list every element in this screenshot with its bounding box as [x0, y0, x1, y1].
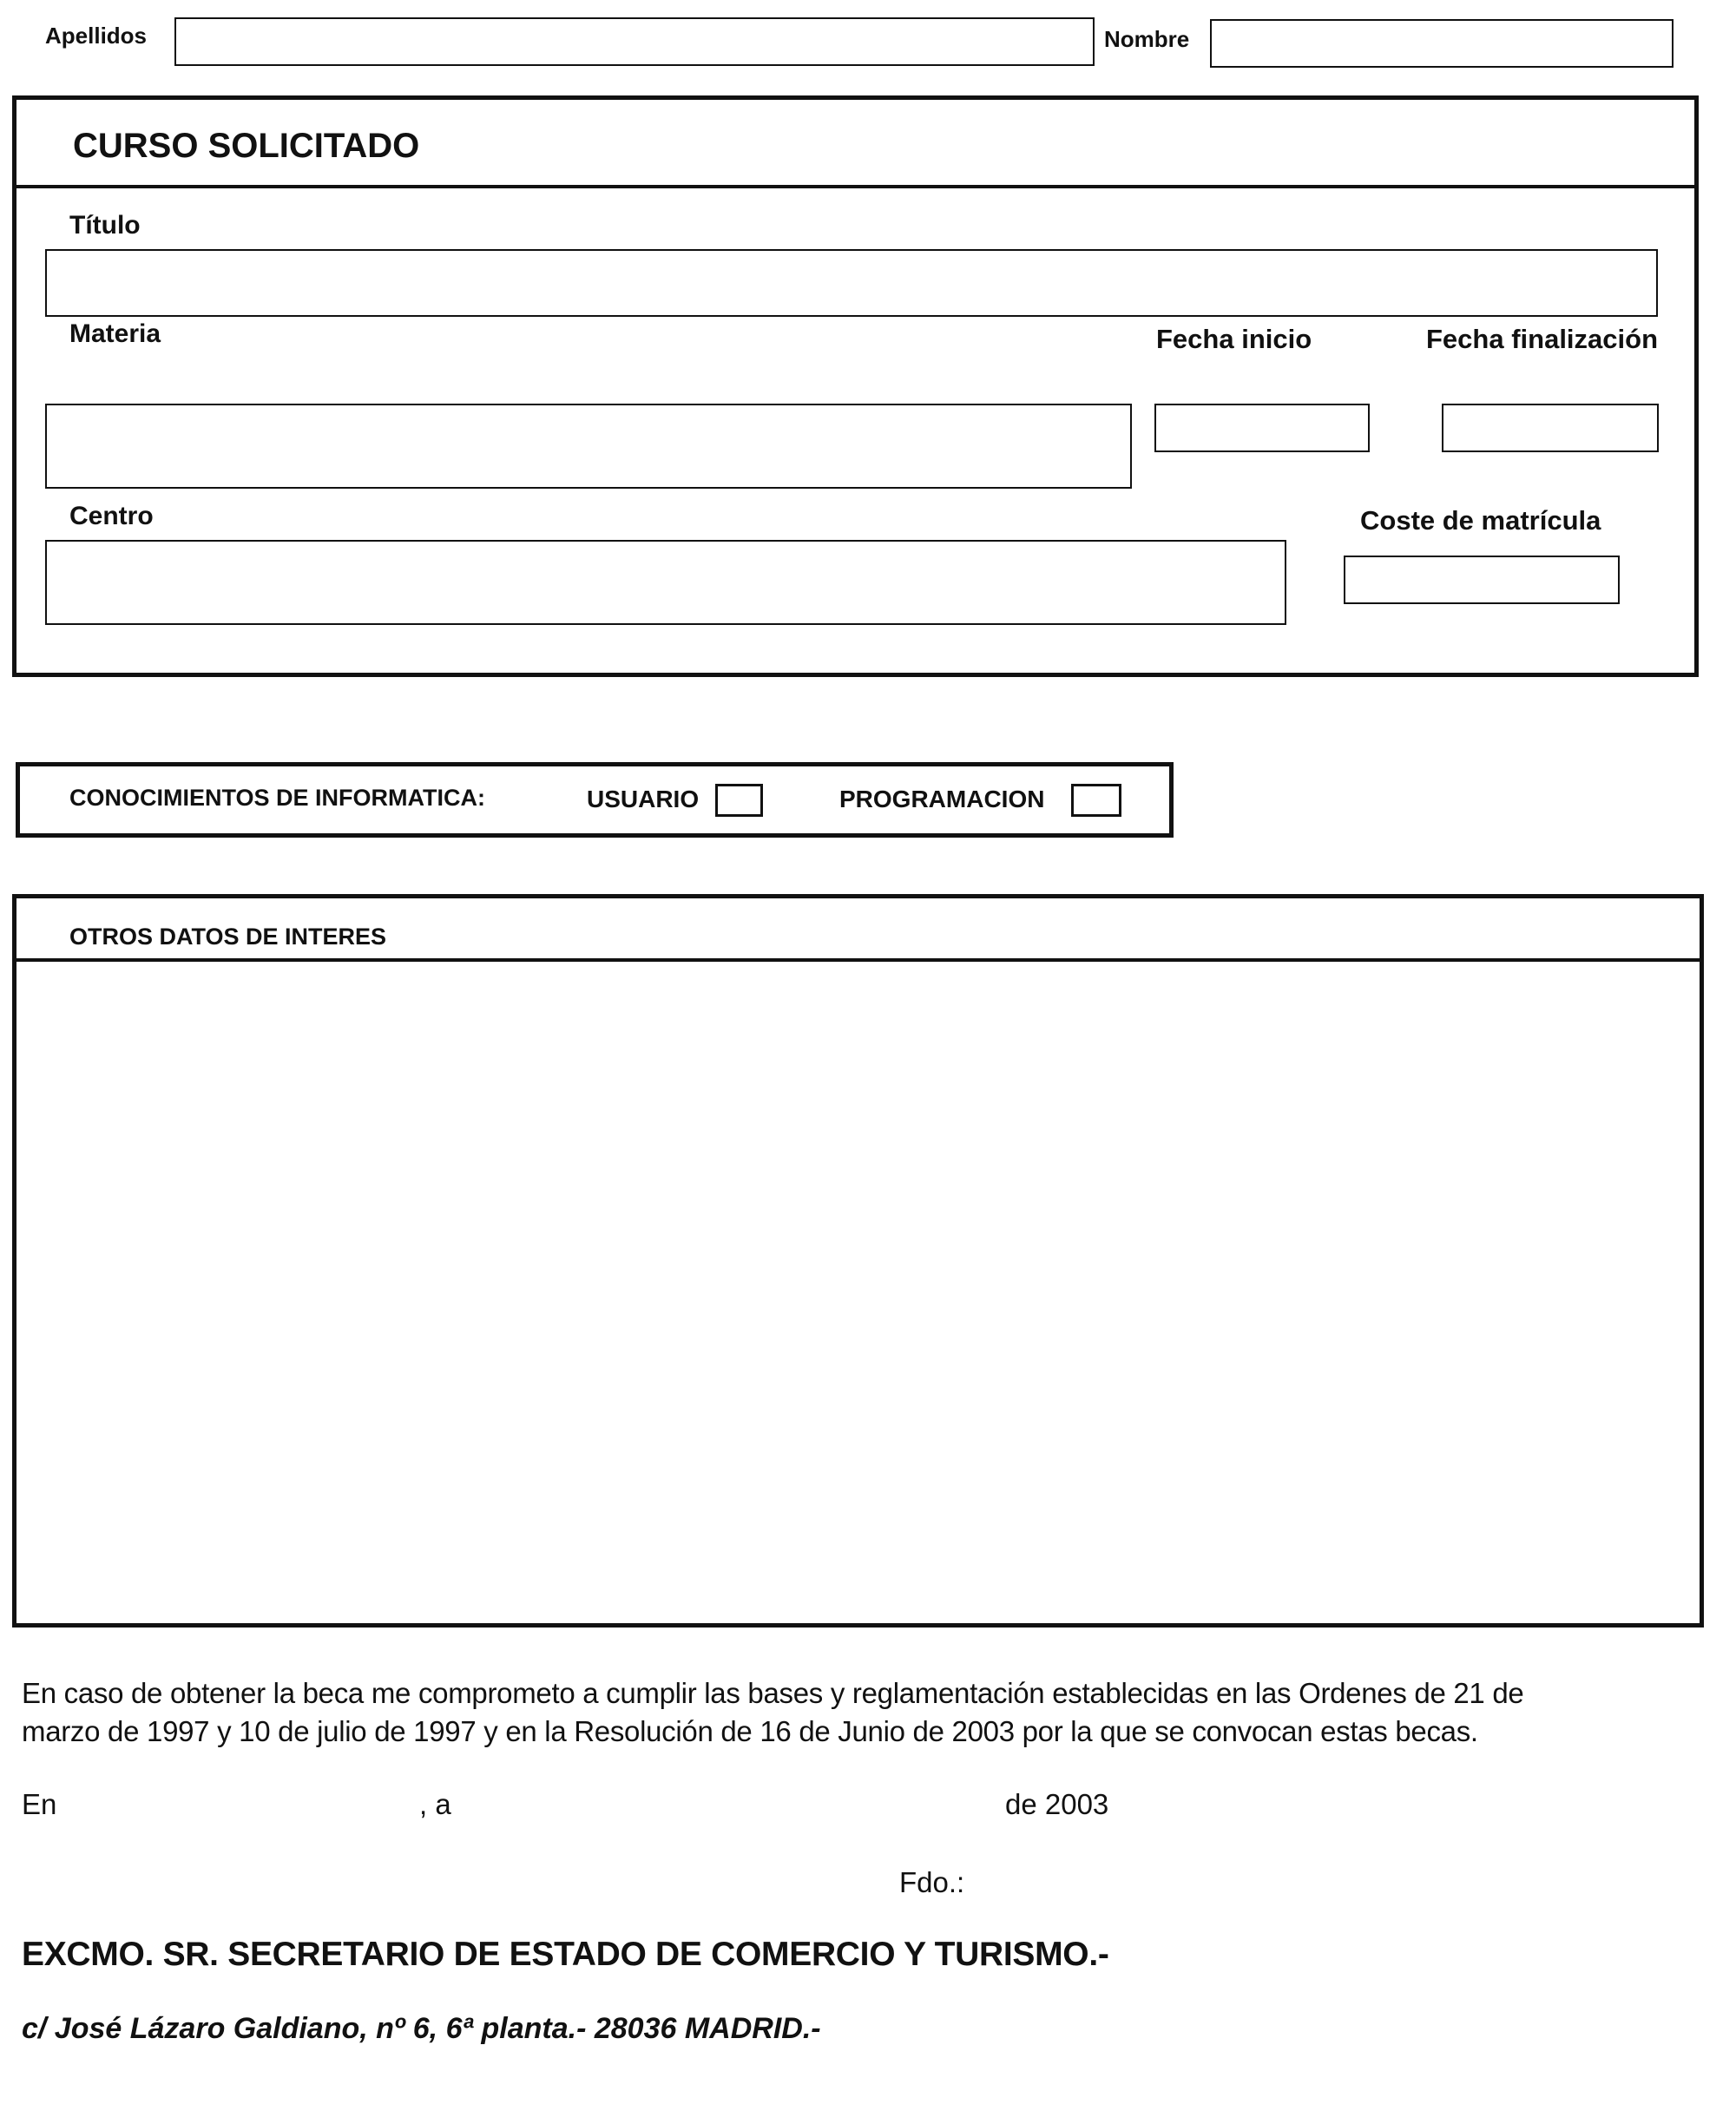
otros-datos-field[interactable]	[21, 965, 1695, 1621]
addressee-address: c/ José Lázaro Galdiano, nº 6, 6ª planta.- 28036 MADRID.-	[22, 2012, 821, 2045]
addressee-title: EXCMO. SR. SECRETARIO DE ESTADO DE COMERCIO Y TURISMO.-	[22, 1936, 1109, 1973]
fecha-inicio-field[interactable]	[1154, 404, 1370, 452]
fecha-fin-field[interactable]	[1442, 404, 1659, 452]
declaration-line-2: marzo de 1997 y 10 de julio de 1997 y en la Resolución de 16 de Junio de 2003 por la que se convocan estas becas.	[22, 1715, 1478, 1747]
otros-section-title: OTROS DATOS DE INTERES	[69, 924, 387, 950]
declaration-line-1: En caso de obtener la beca me comprometo a cumplir las bases y reglamentación establecidas en las Ordenes de 21 de	[22, 1677, 1524, 1709]
fecha-inicio-label: Fecha inicio	[1156, 324, 1312, 354]
nombre-field[interactable]	[1210, 19, 1674, 68]
signature-fdo-label: Fdo.:	[899, 1866, 965, 1898]
programacion-checkbox[interactable]	[1071, 784, 1121, 817]
otros-header-divider	[12, 958, 1704, 962]
usuario-checkbox[interactable]	[715, 784, 763, 817]
titulo-label: Título	[69, 211, 141, 240]
materia-field[interactable]	[45, 404, 1132, 489]
titulo-field[interactable]	[45, 249, 1658, 317]
coste-field[interactable]	[1344, 556, 1620, 604]
nombre-label: Nombre	[1104, 26, 1190, 52]
date-a-label: , a	[419, 1788, 451, 1820]
apellidos-field[interactable]	[174, 17, 1095, 66]
informatica-label: CONOCIMIENTOS DE INFORMATICA:	[69, 785, 485, 811]
centro-field[interactable]	[45, 540, 1286, 625]
curso-section-title: CURSO SOLICITADO	[73, 127, 420, 165]
curso-header-divider	[12, 185, 1699, 188]
usuario-label: USUARIO	[587, 786, 700, 812]
centro-label: Centro	[69, 502, 154, 530]
materia-label: Materia	[69, 319, 161, 348]
coste-label: Coste de matrícula	[1360, 505, 1601, 536]
programacion-label: PROGRAMACION	[839, 786, 1045, 812]
fecha-fin-label: Fecha finalización	[1426, 324, 1659, 354]
year-label: de 2003	[1005, 1788, 1109, 1820]
place-en-label: En	[22, 1788, 57, 1820]
apellidos-label: Apellidos	[45, 23, 148, 49]
